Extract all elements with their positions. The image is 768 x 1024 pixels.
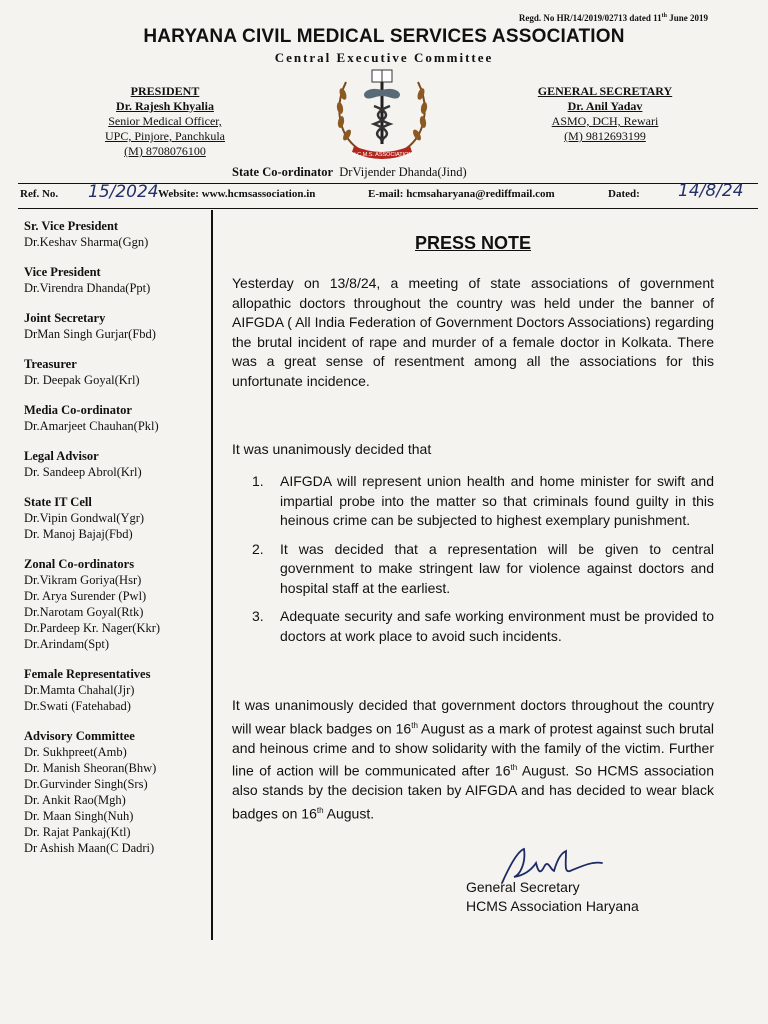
ref-label: Ref. No.: [20, 188, 59, 200]
office-bearer-role: Vice President: [24, 265, 101, 279]
decision-item: [252, 540, 714, 599]
logo-ribbon-text: H.C.M.S. ASSOCIATION: [351, 152, 413, 158]
office-bearer-name: Dr. Manish Sheoran(Bhw): [24, 761, 157, 775]
column-divider: [211, 210, 213, 940]
office-bearer-name: Dr. Manoj Bajaj(Fbd): [24, 527, 133, 541]
office-bearer-role: Treasurer: [24, 357, 77, 371]
office-bearer-group: [24, 448, 209, 480]
office-bearer-role: Media Co-ordinator: [24, 403, 132, 417]
office-bearer-role: Zonal Co-ordinators: [24, 557, 135, 571]
decision-number: 1.: [252, 473, 264, 489]
president-office: UPC, Pinjore, Panchkula: [105, 129, 225, 143]
office-bearer-name: Dr.Keshav Sharma(Ggn): [24, 235, 149, 249]
office-bearer-role: Joint Secretary: [24, 311, 106, 325]
president-name: Dr. Rajesh Khyalia: [116, 99, 214, 113]
office-bearer-name: Dr.Vikram Goriya(Hsr): [24, 573, 142, 587]
president-designation: Senior Medical Officer,: [108, 114, 222, 128]
office-bearer-name: Dr. Arya Surender (Pwl): [24, 589, 147, 603]
registration-number: Regd. No HR/14/2019/02713 dated 11th June 2019: [518, 13, 708, 23]
president-role: PRESIDENT: [130, 84, 200, 98]
office-bearer-role: Female Representatives: [24, 667, 151, 681]
office-bearer-role: State IT Cell: [24, 495, 92, 509]
committee-subtitle: Central Executive Committee: [274, 50, 494, 65]
decision-intro: It was unanimously decided that: [232, 441, 432, 457]
decision-item: [252, 607, 714, 646]
office-bearer-name: Dr. Sukhpreet(Amb): [24, 745, 127, 759]
office-bearer-name: Dr. Maan Singh(Nuh): [24, 809, 134, 823]
office-bearer-name: Dr. Ankit Rao(Mgh): [24, 793, 126, 807]
office-bearer-group: [24, 728, 209, 856]
ref-number: 15/2024: [88, 182, 159, 202]
office-bearer-group: [24, 356, 209, 388]
general-secretary-phone: (M) 9812693199: [564, 129, 646, 143]
email-text: E-mail: hcmsaharyana@rediffmail.com: [368, 188, 555, 200]
general-secretary-block: [520, 84, 690, 144]
decision-number: 2.: [252, 540, 264, 557]
office-bearer-role: Sr. Vice President: [24, 219, 119, 233]
president-block: [80, 84, 250, 159]
office-bearer-name: Dr.Pardeep Kr. Nager(Kkr): [24, 621, 161, 635]
office-bearer-name: Dr.Narotam Goyal(Rtk): [24, 605, 144, 619]
office-bearer-name: Dr. Sandeep Abrol(Krl): [24, 465, 142, 479]
association-logo: [330, 66, 434, 166]
dated-value: 14/8/24: [678, 181, 744, 201]
decision-text: Adequate security and safe working environment must be provided to doctors at work place to avoid such incidents.: [280, 608, 714, 644]
office-bearer-name: Dr.Mamta Chahal(Jjr): [24, 683, 135, 697]
association-title: HARYANA CIVIL MEDICAL SERVICES ASSOCIATION: [143, 26, 625, 47]
office-bearer-group: [24, 494, 209, 542]
office-bearer-group: [24, 666, 209, 714]
decision-number: 3.: [252, 608, 264, 624]
website-text: Website: www.hcmsassociation.in: [158, 188, 316, 200]
signatory-block: [466, 878, 639, 916]
office-bearer-name: Dr.Swati (Fatehabad): [24, 699, 131, 713]
caduceus-wreath-icon: [330, 66, 434, 166]
office-bearer-role: Legal Advisor: [24, 449, 99, 463]
office-bearer-name: Dr. Rajat Pankaj(Ktl): [24, 825, 131, 839]
general-secretary-office: ASMO, DCH, Rewari: [551, 114, 659, 128]
office-bearers-sidebar: [24, 218, 209, 870]
office-bearer-name: Dr.Gurvinder Singh(Srs): [24, 777, 148, 791]
office-bearer-name: Dr.Vipin Gondwal(Ygr): [24, 511, 145, 525]
decision-text: AIFGDA will represent union health and home minister for swift and impartial probe into the matter so that criminals found guilty in this heinous crime can be subjected to highest exemplary punishment.: [280, 473, 714, 528]
president-phone: (M) 8708076100: [124, 144, 206, 158]
press-note-heading: PRESS NOTE: [414, 233, 532, 253]
signatory-title: General Secretary: [466, 879, 580, 895]
decision-list: [252, 472, 714, 655]
signatory-org: HCMS Association Haryana: [466, 898, 639, 914]
office-bearer-group: [24, 556, 209, 652]
general-secretary-name: Dr. Anil Yadav: [567, 99, 643, 113]
decision-text: It was decided that a representation will be given to central government to make stringent law for violence against doctors and hospital staff at the earliest.: [280, 540, 714, 596]
office-bearer-name: Dr.Virendra Dhanda(Ppt): [24, 281, 151, 295]
decision-item: [252, 472, 714, 531]
office-bearer-group: [24, 310, 209, 342]
office-bearer-role: Advisory Committee: [24, 729, 135, 743]
dated-label: Dated:: [608, 188, 640, 200]
office-bearer-group: [24, 218, 209, 250]
intro-paragraph: Yesterday on 13/8/24, a meeting of state associations of government allopathic doctors throughout the country was held under the banner of AIFGDA ( All India Federation of Government Doctors Associations) regarding the brutal incident of rape and murder of a female doctor in Kolkata. There was a great sense of resentment among all the associations for this unfortunate incidence.: [232, 275, 714, 389]
office-bearer-name: Dr Ashish Maan(C Dadri): [24, 841, 155, 855]
state-coordinator: State Co-ordinator DrVijender Dhanda(Jind): [232, 165, 467, 179]
badges-paragraph: It was unanimously decided that government doctors throughout the country will wear black badges on 16th August as a mark of protest against such brutal and heinous crime and to show solidarity with the family of the victim. Further line of action will be communicated after 16th August. So HCMS association also stands by the decision taken by AIFGDA and has decided to wear black badges on 16th August.: [232, 697, 714, 822]
reference-bar: [18, 183, 758, 209]
office-bearer-name: Dr.Amarjeet Chauhan(Pkl): [24, 419, 159, 433]
general-secretary-role: GENERAL SECRETARY: [537, 84, 673, 98]
office-bearer-name: DrMan Singh Gurjar(Fbd): [24, 327, 156, 341]
office-bearer-name: Dr. Deepak Goyal(Krl): [24, 373, 140, 387]
office-bearer-group: [24, 402, 209, 434]
office-bearer-name: Dr.Arindam(Spt): [24, 637, 110, 651]
office-bearer-group: [24, 264, 209, 296]
